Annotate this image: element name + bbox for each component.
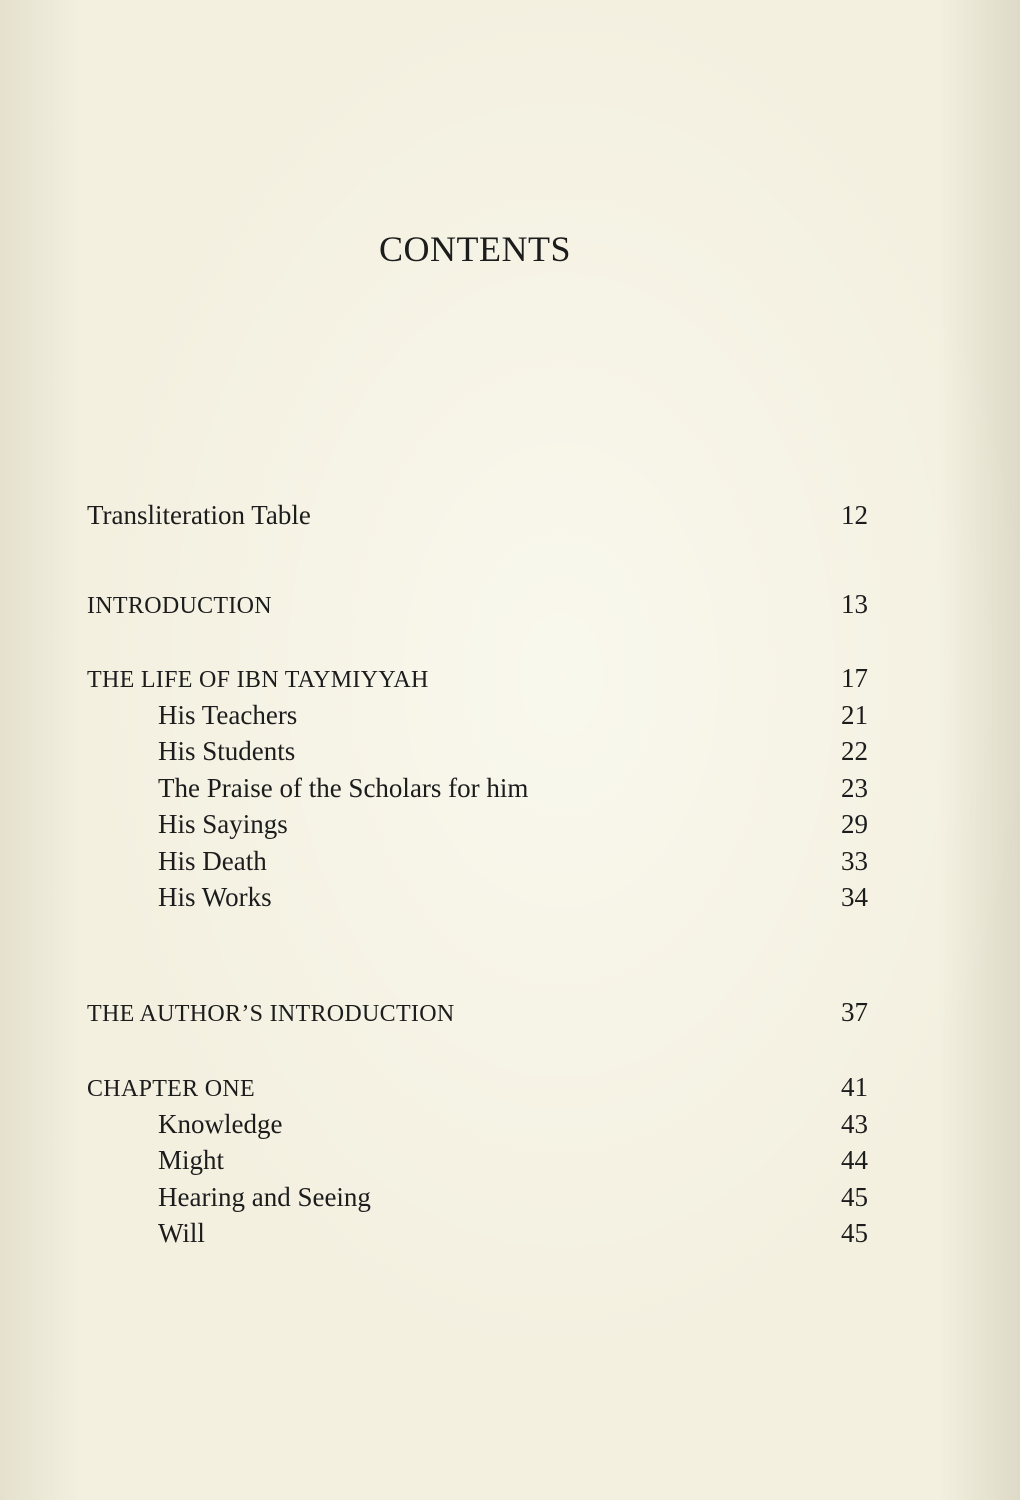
toc-subentry-his-death (87, 843, 868, 880)
toc-entry-authors-introduction (87, 994, 868, 1031)
toc-entry-life-of-ibn-taymiyyah (87, 660, 868, 697)
toc-subentry-hearing-and-seeing (87, 1179, 868, 1216)
toc-entry-page: 34 (841, 882, 868, 912)
toc-entry-page: 23 (841, 772, 868, 803)
toc-entry-page: 29 (841, 809, 868, 839)
toc-entry-page: 33 (841, 845, 868, 876)
toc-entry-label: His Death (158, 845, 267, 876)
toc-entry-label: Transliteration Table (87, 500, 311, 530)
toc-subentry-knowledge (87, 1106, 868, 1143)
toc-entry-page: 21 (841, 699, 868, 730)
toc-entry-transliteration-table (87, 497, 868, 534)
toc-entry-label: His Works (158, 882, 272, 912)
toc-entry-page: 45 (841, 1218, 868, 1248)
toc-entry-label: Knowledge (158, 1108, 283, 1139)
table-of-contents (87, 497, 868, 1252)
toc-entry-chapter-one (87, 1069, 868, 1106)
toc-entry-page: 12 (841, 500, 868, 530)
toc-entry-label: Might (158, 1145, 225, 1175)
toc-entry-page: 45 (841, 1181, 868, 1212)
toc-entry-page: 22 (841, 736, 868, 766)
toc-entry-label: His Teachers (158, 699, 298, 730)
toc-subentry-will (87, 1215, 868, 1252)
toc-subentry-praise-of-scholars (87, 770, 868, 807)
toc-entry-label: THE AUTHOR’S INTRODUCTION (87, 1000, 455, 1027)
toc-entry-page: 44 (841, 1145, 868, 1175)
toc-entry-label: CHAPTER ONE (87, 1076, 255, 1102)
toc-entry-page: 13 (841, 588, 868, 619)
toc-entry-label: INTRODUCTION (87, 592, 272, 619)
toc-subentry-his-students (87, 733, 868, 770)
toc-entry-label: THE LIFE OF IBN TAYMIYYAH (87, 667, 429, 693)
toc-entry-introduction (87, 586, 868, 623)
toc-entry-label: Hearing and Seeing (158, 1181, 371, 1212)
toc-entry-page: 17 (841, 663, 868, 693)
toc-subentry-might (87, 1142, 868, 1179)
toc-entry-page: 41 (841, 1072, 868, 1102)
toc-entry-label: The Praise of the Scholars for him (158, 772, 529, 803)
toc-subentry-his-sayings (87, 806, 868, 843)
toc-entry-page: 37 (841, 996, 868, 1027)
page-title: CONTENTS (379, 229, 571, 269)
toc-subentry-his-teachers (87, 697, 868, 734)
toc-subentry-his-works (87, 879, 868, 916)
toc-entry-label: Will (158, 1218, 205, 1248)
toc-entry-label: His Students (158, 736, 296, 766)
toc-entry-page: 43 (841, 1108, 868, 1139)
toc-entry-label: His Sayings (158, 809, 288, 839)
